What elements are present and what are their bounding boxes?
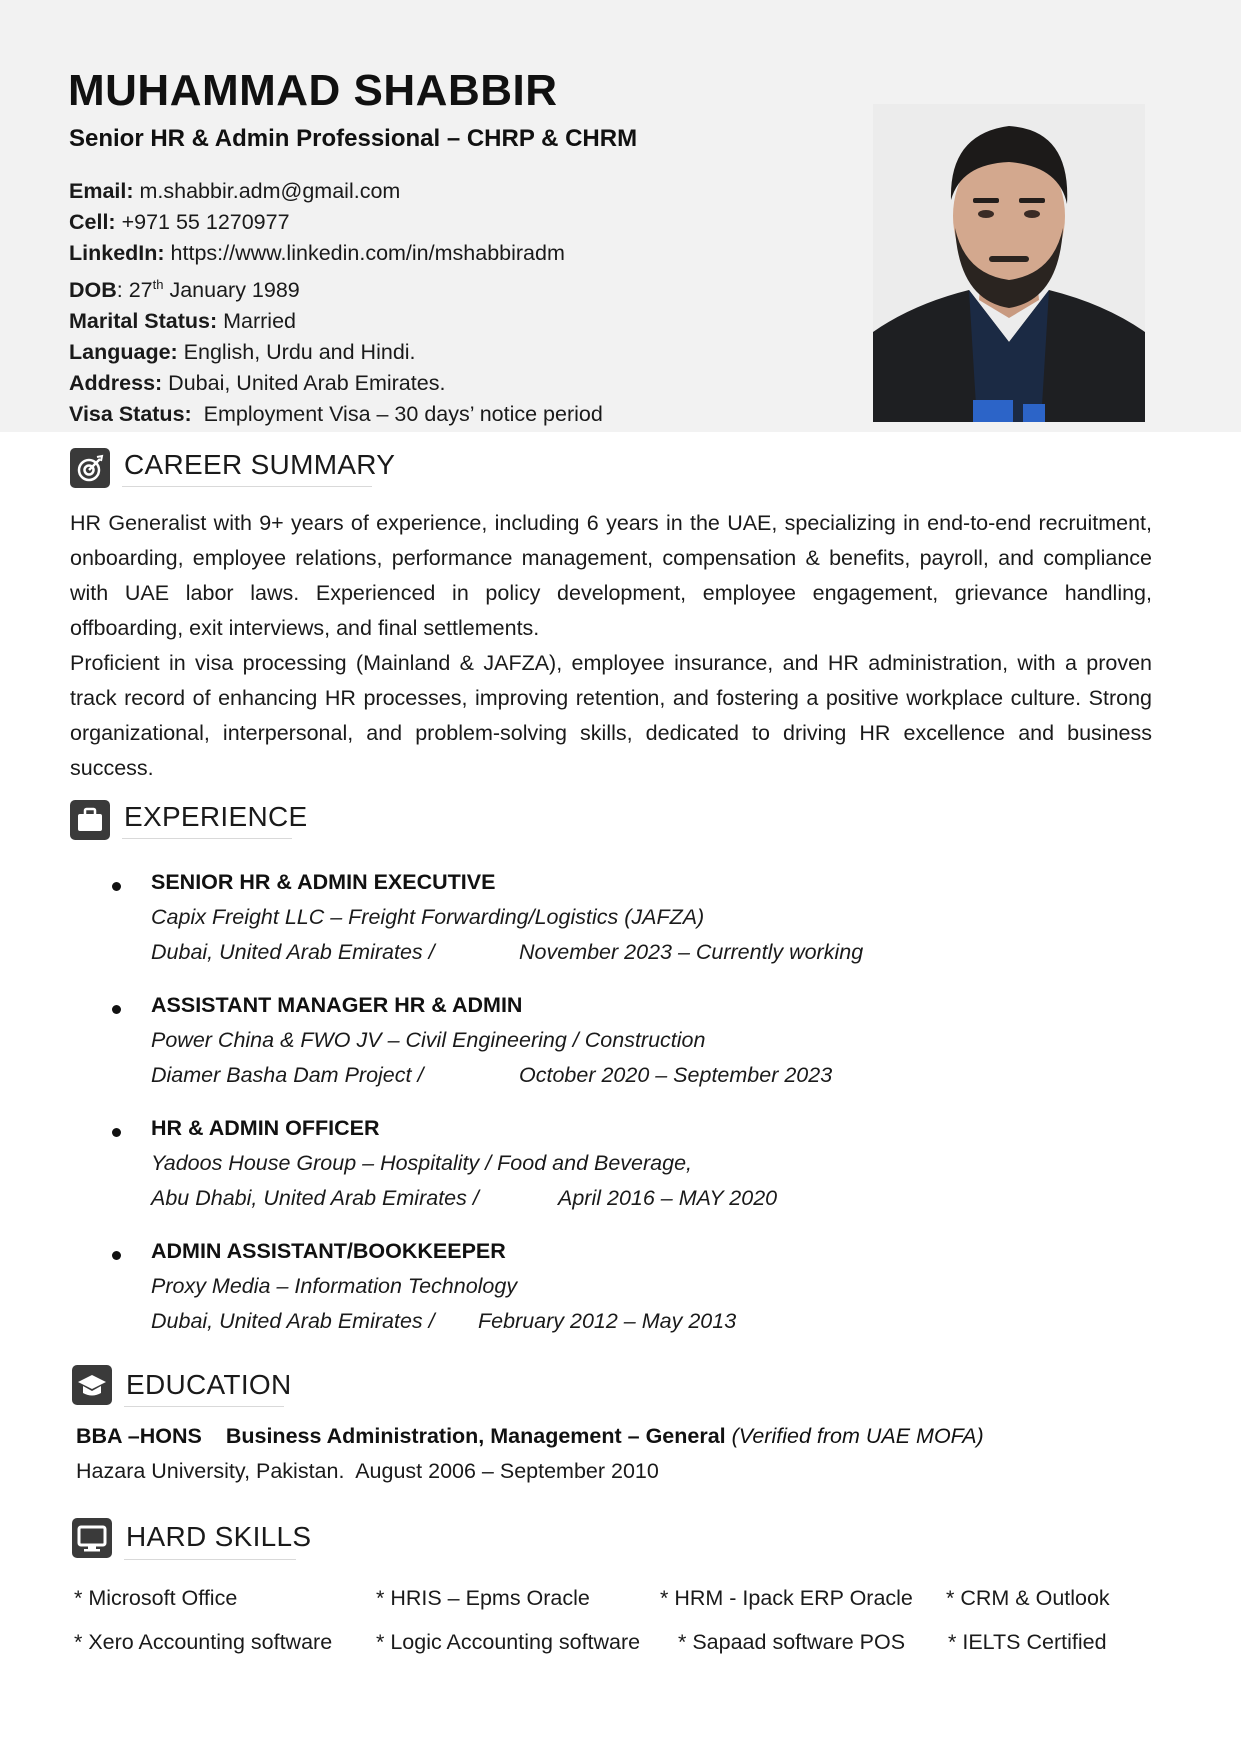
skill-item: * HRM - Ipack ERP Oracle (660, 1586, 913, 1610)
dob-prefix: : 27 (116, 278, 153, 303)
briefcase-icon (70, 800, 110, 840)
section-divider (122, 486, 372, 487)
career-summary-text (70, 506, 1152, 786)
section-divider (124, 1406, 284, 1407)
job-location: Diamer Basha Dam Project / (151, 1063, 424, 1087)
experience-item (112, 993, 1012, 1098)
job-company: Yadoos House Group – Hospitality / Food and Beverage, (151, 1151, 693, 1175)
contact-details (69, 176, 603, 430)
monitor-icon (72, 1518, 112, 1558)
education-heading (72, 1365, 312, 1407)
candidate-name: MUHAMMAD SHABBIR (68, 66, 558, 115)
skill-item: * IELTS Certified (948, 1630, 1107, 1654)
marital-row (69, 306, 603, 337)
dob-label: DOB (69, 278, 117, 303)
skill-item: * Microsoft Office (74, 1586, 238, 1610)
experience-title: EXPERIENCE (124, 801, 308, 832)
skill-item: * Logic Accounting software (376, 1630, 641, 1654)
skill-item: * Xero Accounting software (74, 1630, 333, 1654)
experience-item (112, 870, 1012, 975)
section-divider (122, 838, 292, 839)
linkedin-value[interactable]: https://www.linkedin.com/in/mshabbiradm (164, 241, 565, 265)
bullet-icon (112, 882, 121, 891)
education-field: Business Administration, Management – General (225, 1424, 726, 1448)
linkedin-row (69, 238, 603, 269)
skill-item: * Sapaad software POS (678, 1630, 906, 1654)
education-degree: BBA –HONS (76, 1424, 202, 1448)
linkedin-label: LinkedIn: (69, 241, 165, 265)
experience-item (112, 1239, 1012, 1344)
summary-paragraph-2: Proficient in visa processing (Mainland & JAFZA), employee insurance, and HR administration, with a proven track record of enhancing HR processes, improving retention, and fostering a positive workplace culture. Strong organizational, interpersonal, and problem-solving skills, dedicated to driving HR excellence and business success. (70, 651, 1152, 780)
language-label: Language: (69, 340, 178, 365)
dob-row (69, 269, 603, 306)
job-company: Power China & FWO JV – Civil Engineering / Construction (151, 1028, 706, 1052)
visa-value: Employment Visa – 30 days’ notice period (191, 402, 603, 427)
visa-label: Visa Status: (69, 402, 192, 427)
language-value: English, Urdu and Hindi. (177, 340, 416, 365)
summary-paragraph-1: HR Generalist with 9+ years of experience, including 6 years in the UAE, specializing in end-to-end recruitment, onboarding, employee relations, performance management, compensation & benefits, payroll, and compliance with UAE labor laws. Experienced in policy development, employee engagement, grievance handling, offboarding, exit interviews, and final settlements. (70, 511, 1152, 640)
hard-skills-title: HARD SKILLS (126, 1521, 312, 1552)
address-label: Address: (69, 371, 163, 396)
cell-value: +971 55 1270977 (115, 210, 290, 234)
address-value: Dubai, United Arab Emirates. (162, 371, 446, 396)
cell-row (69, 207, 603, 238)
bullet-icon (112, 1128, 121, 1137)
bullet-icon (112, 1251, 121, 1260)
candidate-title: Senior HR & Admin Professional – CHRP & CHRM (69, 125, 638, 152)
email-row (69, 176, 603, 207)
education-verified: (Verified from UAE MOFA) (731, 1424, 984, 1448)
skill-item: * HRIS – Epms Oracle (376, 1586, 590, 1610)
education-degree-line (76, 1424, 984, 1449)
section-divider (124, 1559, 296, 1560)
skill-item: * CRM & Outlook (946, 1586, 1110, 1610)
dob-sup: th (152, 277, 164, 292)
graduation-cap-icon (72, 1365, 112, 1405)
language-row (69, 337, 603, 368)
job-dates: November 2023 – Currently working (519, 940, 864, 964)
job-company: Proxy Media – Information Technology (151, 1274, 518, 1298)
marital-label: Marital Status: (69, 309, 218, 334)
job-location: Abu Dhabi, United Arab Emirates / (151, 1186, 479, 1210)
job-title: ADMIN ASSISTANT/BOOKKEEPER (151, 1239, 506, 1263)
email-label: Email: (69, 179, 134, 203)
job-title: ASSISTANT MANAGER HR & ADMIN (151, 993, 523, 1017)
hard-skills-heading (72, 1518, 322, 1560)
job-dates: February 2012 – May 2013 (478, 1309, 737, 1333)
profile-photo-illustration (873, 104, 1145, 422)
visa-row (69, 399, 603, 430)
job-company: Capix Freight LLC – Freight Forwarding/Logistics (JAFZA) (151, 905, 705, 929)
education-title: EDUCATION (126, 1369, 292, 1400)
profile-photo (873, 104, 1145, 422)
email-value[interactable]: m.shabbir.adm@gmail.com (133, 179, 401, 203)
cell-label: Cell: (69, 210, 116, 234)
job-location: Dubai, United Arab Emirates / (151, 1309, 435, 1333)
job-dates: April 2016 – MAY 2020 (558, 1186, 778, 1210)
job-title: SENIOR HR & ADMIN EXECUTIVE (151, 870, 496, 894)
job-dates: October 2020 – September 2023 (519, 1063, 833, 1087)
dob-rest: January 1989 (163, 278, 300, 303)
career-summary-title: CAREER SUMMARY (124, 449, 396, 480)
experience-item (112, 1116, 1012, 1221)
target-icon (70, 448, 110, 488)
education-institution: Hazara University, Pakistan. August 2006 – September 2010 (76, 1459, 659, 1483)
address-row (69, 368, 603, 399)
marital-value: Married (217, 309, 296, 334)
bullet-icon (112, 1005, 121, 1014)
job-title: HR & ADMIN OFFICER (151, 1116, 380, 1140)
job-location: Dubai, United Arab Emirates / (151, 940, 435, 964)
career-summary-heading (70, 448, 396, 490)
experience-heading (70, 800, 310, 842)
